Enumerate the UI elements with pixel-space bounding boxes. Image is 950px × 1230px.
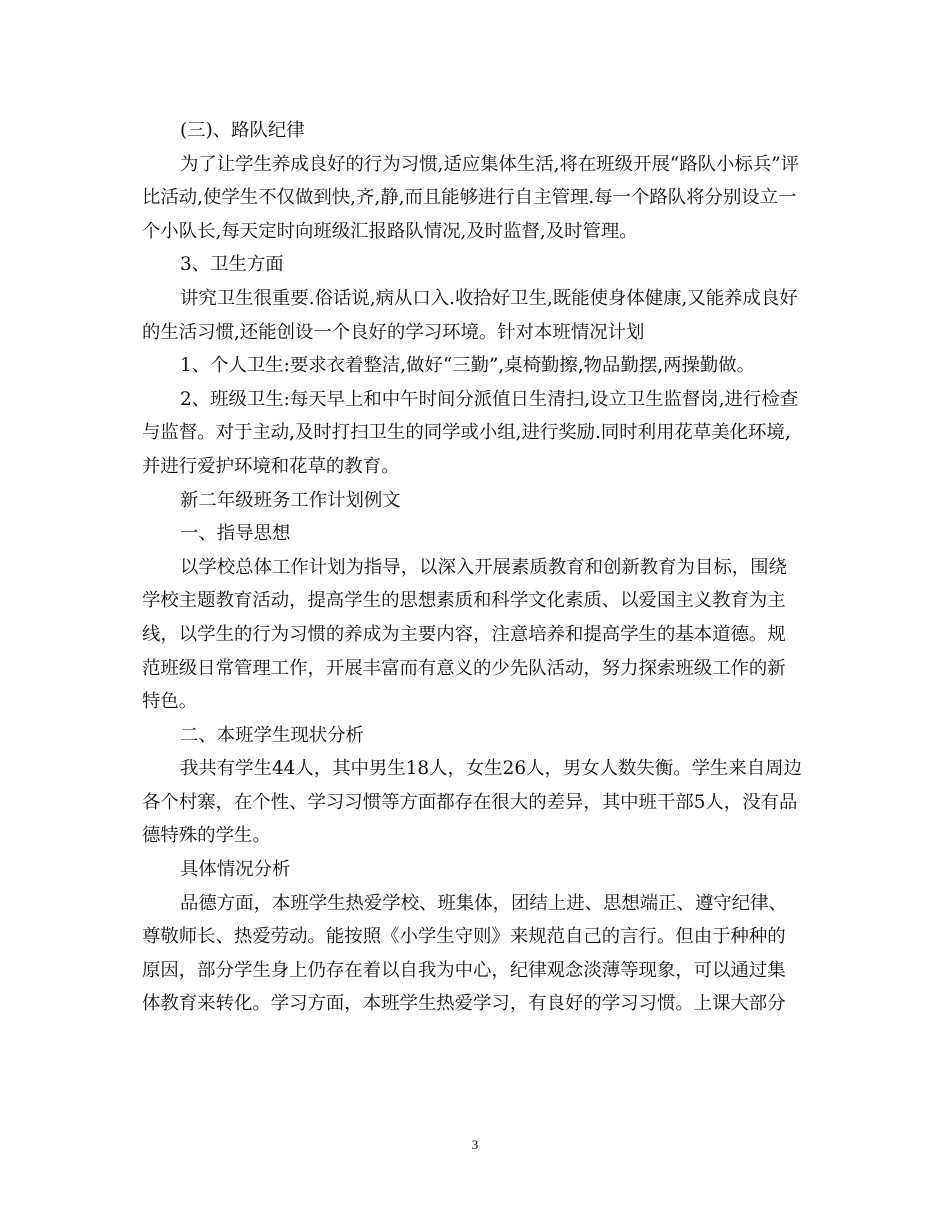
section-heading-student-analysis: 二、本班学生现状分析: [180, 724, 364, 746]
section-heading-hygiene: 3、卫生方面: [180, 254, 284, 276]
paragraph-student-analysis: 我共有学生44人，其中男生18人，女生26人，男女人数失衡。学生来自周边各个村寨，在个性、学习习惯等方面都存在很大的差异，其中班干部5人，没有品德特殊的学生。: [142, 758, 802, 847]
page-number: 3: [471, 1137, 479, 1152]
document-body: [142, 114, 802, 1021]
paragraph-guiding-ideology: 以学校总体工作计划为指导，以深入开展素质教育和创新教育为目标，围绕学校主题教育活动，提高学生的思想素质和科学文化素质、以爱国主义教育为主线，以学生的行为习惯的养成为主要内容，注意培养和提高学生的基本道德。规范班级日常管理工作，开展丰富而有意义的少先队活动，努力探索班级工作的新特色。: [142, 556, 787, 713]
section-heading-guiding-ideology: 一、指导思想: [180, 523, 291, 545]
paragraph-personal-hygiene: 1、个人卫生:要求衣着整洁,做好“三勤”,桌椅勤擦,物品勤摆,两操勤做。: [180, 355, 756, 377]
paragraph-class-hygiene: 2、班级卫生:每天早上和中午时间分派值日生清扫,设立卫生监督岗,进行检查与监督。对于主动,及时打扫卫生的同学或小组,进行奖励.同时利用花草美化环境,并进行爱护环境和花草的教育。: [142, 388, 799, 477]
document-subtitle: 新二年级班务工作计划例文: [180, 489, 401, 511]
paragraph-road-team: 为了让学生养成良好的行为习惯,适应集体生活,将在班级开展“路队小标兵”评比活动,使学生不仅做到快,齐,静,而且能够进行自主管理.每一个路队将分别设立一个小队长,每天定时向班级汇报路队情况,及时监督,及时管理。: [142, 153, 799, 242]
section-heading-detailed-analysis: 具体情况分析: [180, 859, 291, 881]
paragraph-hygiene-intro: 讲究卫生很重要.俗话说,病从口入.收拾好卫生,既能使身体健康,又能养成良好的生活习惯,还能创设一个良好的学习环境。针对本班情况计划: [142, 287, 798, 343]
section-heading-road-discipline: (三)、路队纪律: [180, 120, 305, 141]
paragraph-detailed-analysis: 品德方面，本班学生热爱学校、班集体，团结上进、思想端正、遵守纪律、尊敬师长、热爱劳动。能按照《小学生守则》来规范自己的言行。但由于种种的原因，部分学生身上仍存在着以自我为中心，纪律观念淡薄等现象，可以通过集体教育来转化。学习方面，本班学生热爱学习，有良好的学习习惯。上课大部分: [142, 892, 787, 1015]
